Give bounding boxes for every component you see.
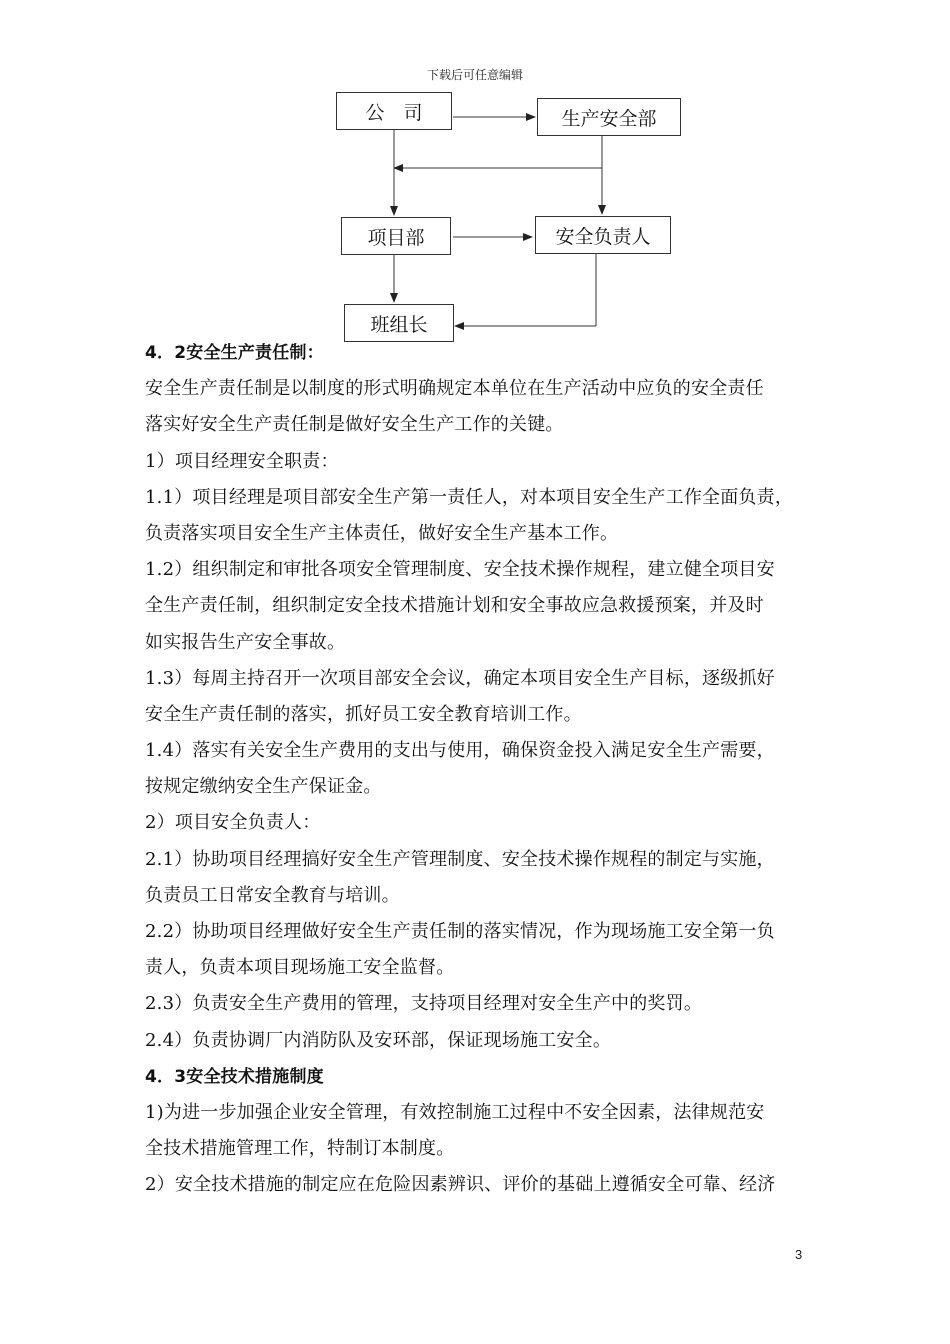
box-safety-officer: 安全负责人 — [535, 216, 671, 254]
body-text-line: 落实好安全生产责任制是做好安全生产工作的关键。 — [145, 414, 564, 436]
body-text-line: 负责员工日常安全教育与培训。 — [145, 884, 400, 906]
body-text-line: 1.1）项目经理是项目部安全生产第一责任人，对本项目安全生产工作全面负责， — [145, 486, 794, 508]
page-number: 3 — [795, 1247, 803, 1262]
body-text-line: 2.2）协助项目经理做好安全生产责任制的落实情况，作为现场施工安全第一负 — [145, 921, 775, 942]
body-text-line: 2.1）协助项目经理搞好安全生产管理制度、安全技术操作规程的制定与实施， — [145, 848, 775, 870]
body-text-line: 1)为进一步加强企业安全管理，有效控制施工过程中不安全因素，法律规范安 — [145, 1101, 765, 1123]
body-text-line: 1.4）落实有关安全生产费用的支出与使用，确保资金投入满足安全生产需要， — [145, 740, 775, 762]
box-team-leader: 班组长 — [344, 304, 454, 342]
body-text-line: 安全生产责任制是以制度的形式明确规定本单位在生产活动中应负的安全责任 — [145, 378, 764, 400]
box-company: 公 司 — [336, 92, 452, 130]
body-text-line: 2.3）负责安全生产费用的管理，支持项目经理对安全生产中的奖罚。 — [145, 993, 703, 1015]
body-text-line: 全技术措施管理工作，特制订本制度。 — [145, 1138, 455, 1160]
body-text-line: 2）安全技术措施的制定应在危险因素辨识、评价的基础上遵循安全可靠、经济 — [145, 1174, 776, 1196]
body-text-line: 2）项目安全负责人： — [145, 812, 321, 834]
body-text-line: 安全生产责任制的落实，抓好员工安全教育培训工作。 — [145, 703, 582, 725]
body-text-line: 如实报告生产安全事故。 — [145, 631, 346, 653]
body-text-line: 全生产责任制，组织制定安全技术措施计划和安全事故应急救援预案，并及时 — [145, 595, 764, 617]
section-heading: 4．3安全技术措施制度 — [145, 1066, 324, 1087]
body-text-line: 1.2）组织制定和审批各项安全管理制度、安全技术操作规程，建立健全项目安 — [145, 559, 775, 581]
box-safety-dept: 生产安全部 — [537, 98, 681, 136]
body-text-line: 负责落实项目安全生产主体责任，做好安全生产基本工作。 — [145, 522, 619, 544]
body-text-line: 按规定缴纳安全生产保证金。 — [145, 776, 382, 798]
document-body — [145, 335, 835, 1204]
box-project-dept: 项目部 — [341, 217, 451, 255]
body-text-line: 2.4）负责协调厂内消防队及安环部，保证现场施工安全。 — [145, 1029, 612, 1051]
body-text-line: 1）项目经理安全职责： — [145, 450, 339, 472]
flowchart-connectors — [0, 0, 950, 360]
body-text-line: 责人，负责本项目现场施工安全监督。 — [145, 957, 455, 979]
body-text-line: 1.3）每周主持召开一次项目部安全会议，确定本项目安全生产目标，逐级抓好 — [145, 667, 775, 689]
header-note: 下载后可任意编辑 — [426, 68, 523, 82]
section-heading: 4．2安全生产责任制： — [145, 343, 324, 363]
